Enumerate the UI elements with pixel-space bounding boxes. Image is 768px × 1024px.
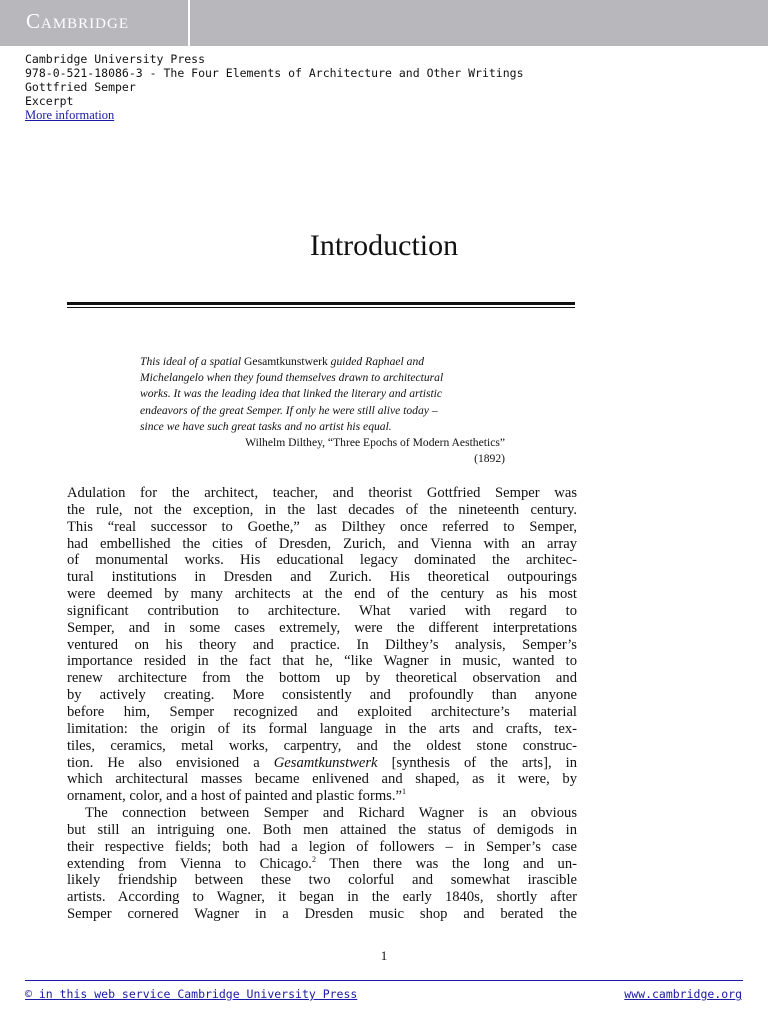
body-line: their respective fields; both had a legion of followers – in Semper’s case (67, 838, 577, 855)
page-number: 1 (380, 948, 388, 963)
body-line: significant contribution to architecture. What varied with regard to (67, 602, 577, 619)
body-line: by actively creating. More consistently and profoundly than anyone (67, 687, 577, 704)
footnote-ref: 2 (311, 854, 316, 864)
cambridge-website-link[interactable]: www.cambridge.org (624, 987, 742, 1001)
excerpt-label: Excerpt (25, 94, 74, 108)
epigraph-line: works. It was the leading idea that linked the literary and artistic (140, 387, 443, 401)
epigraph-line: Michelangelo when they found themselves drawn to architectural (140, 371, 444, 385)
epigraph-line: This ideal of a spatial Gesamtkunstwerk guided Raphael and (140, 355, 425, 368)
body-line: of monumental works. His educational legacy dominated the architec- (67, 552, 577, 569)
book-metadata (25, 52, 524, 122)
body-line: the rule, not the exception, in the last decades of the nineteenth century. (67, 501, 577, 518)
body-line: The connection between Semper and Richard Wagner is an obvious (85, 805, 577, 822)
body-line: Semper cornered Wagner in a Dresden music shop and berated the (67, 906, 577, 923)
author-name: Gottfried Semper (25, 80, 136, 94)
title-rule-thin (67, 307, 575, 308)
body-line: tiles, ceramics, metal works, carpentry, and the oldest stone construc- (67, 737, 577, 754)
body-line: before him, Semper recognized and exploited architecture’s material (67, 703, 577, 720)
body-line: ornament, color, and a host of painted and plastic forms.”$^1$ (67, 787, 406, 805)
body-line: tural institutions in Dresden and Zurich. His theoretical outpourings (67, 569, 577, 586)
body-line: renew architecture from the bottom up by theoretical observation and (67, 670, 577, 687)
more-information-link[interactable]: More information (25, 108, 115, 122)
gesamtkunstwerk-term: Gesamtkunstwerk (273, 754, 378, 771)
body-line: ventured on his theory and practice. In Dilthey’s analysis, Semper’s (67, 636, 577, 653)
body-line: tion. He also envisioned a Gesamtkunstwerk [synthesis of the arts], in (67, 754, 577, 771)
epigraph-year: (1892) (474, 452, 505, 466)
body-line: which architectural masses became enlivened and shaped, as it were, by (67, 771, 577, 788)
publisher-name: Cambridge University Press (25, 52, 206, 66)
body-line: This “real successor to Goethe,” as Dilthey once referred to Semper, (67, 518, 577, 535)
epigraph-line: since we have such great tasks and no artist his equal. (140, 419, 392, 433)
epigraph-line: endeavors of the great Semper. If only he were still alive today – (140, 403, 438, 417)
body-line: Semper, and in some cases extremely, were the different interpretations (67, 619, 577, 636)
epigraph (140, 354, 505, 467)
epigraph-attribution: Wilhelm Dilthey, “Three Epochs of Modern Aesthetics” (245, 436, 505, 450)
footnote-ref: 1 (401, 787, 406, 797)
isbn-title: 978-0-521-18086-3 - The Four Elements of Architecture and Other Writings (25, 66, 524, 80)
publisher-logo (0, 0, 190, 46)
body-text (67, 485, 577, 923)
copyright-link[interactable]: © in this web service Cambridge University Press (25, 987, 358, 1001)
footer-rule (25, 980, 743, 981)
logo-text: Cambridge (26, 9, 130, 33)
chapter-title: Introduction (309, 229, 459, 262)
body-line: limitation: the origin of its formal language in the arts and crafts, tex- (67, 720, 577, 737)
body-line: importance resided in the fact that he, “like Wagner in music, wanted to (67, 653, 577, 670)
body-line: extending from Vienna to Chicago.$^2$ Then there was the long and un- (67, 854, 577, 872)
body-line: likely friendship between these two colorful and somewhat irascible (67, 872, 577, 889)
body-line: had embellished the cities of Dresden, Zurich, and Vienna with an array (67, 535, 577, 552)
header-bar (0, 0, 768, 46)
title-rule-thick (67, 302, 575, 305)
body-line: Adulation for the architect, teacher, and theorist Gottfried Semper was (67, 485, 577, 501)
body-line: but still an intriguing one. Both men attained the status of demigods in (67, 821, 577, 838)
body-line: were deemed by many architects at the end of the century as his most (67, 586, 577, 603)
body-line: artists. According to Wagner, it began in the early 1840s, shortly after (67, 889, 577, 906)
